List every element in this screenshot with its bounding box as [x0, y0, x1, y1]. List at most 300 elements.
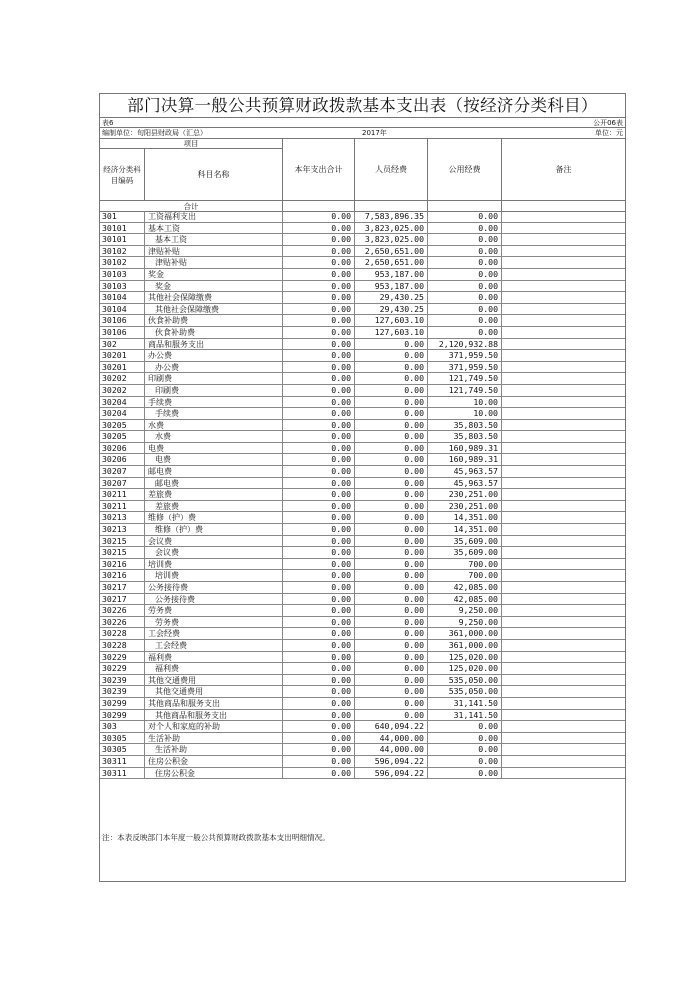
row-public: 160,989.31 [428, 443, 502, 455]
table-row [100, 721, 625, 733]
row-personnel: 0.00 [355, 663, 428, 675]
row-name: 会议费 [145, 547, 283, 559]
table-row [100, 234, 625, 246]
row-name: 水费 [145, 431, 283, 443]
row-code: 30201 [100, 350, 145, 362]
row-total: 0.00 [283, 512, 355, 524]
row-note [502, 512, 625, 524]
row-code: 30104 [100, 304, 145, 316]
row-name: 手续费 [145, 397, 283, 409]
row-code: 30226 [100, 605, 145, 617]
row-code: 30299 [100, 710, 145, 722]
row-public: 31,141.50 [428, 698, 502, 710]
row-public: 14,351.00 [428, 512, 502, 524]
table-row [100, 501, 625, 513]
table-row [100, 710, 625, 722]
row-code: 30104 [100, 292, 145, 304]
row-personnel: 640,094.22 [355, 721, 428, 733]
table-row [100, 733, 625, 745]
row-name: 基本工资 [145, 234, 283, 246]
row-public: 700.00 [428, 559, 502, 571]
row-personnel: 127,603.10 [355, 327, 428, 339]
row-name: 伙食补助费 [145, 327, 283, 339]
row-code: 30207 [100, 466, 145, 478]
row-name: 津贴补贴 [145, 246, 283, 258]
row-note [502, 385, 625, 397]
table-row [100, 281, 625, 293]
row-code: 30106 [100, 315, 145, 327]
row-public: 35,803.50 [428, 431, 502, 443]
table-row [100, 257, 625, 269]
table-row [100, 605, 625, 617]
row-name: 差旅费 [145, 501, 283, 513]
row-code: 303 [100, 721, 145, 733]
table-header [100, 138, 625, 211]
row-note [502, 628, 625, 640]
row-personnel: 44,000.00 [355, 744, 428, 756]
row-personnel: 127,603.10 [355, 315, 428, 327]
header-personnel: 人员经费 [355, 139, 428, 201]
table-row [100, 617, 625, 629]
row-code: 30305 [100, 744, 145, 756]
table-row [100, 512, 625, 524]
row-note [502, 269, 625, 281]
row-code: 30226 [100, 617, 145, 629]
row-total: 0.00 [283, 536, 355, 548]
row-total: 0.00 [283, 234, 355, 246]
row-public: 10.00 [428, 408, 502, 420]
row-name: 奖金 [145, 269, 283, 281]
row-name: 维修（护）费 [145, 512, 283, 524]
row-public: 230,251.00 [428, 489, 502, 501]
row-public: 0.00 [428, 721, 502, 733]
row-personnel: 0.00 [355, 698, 428, 710]
row-note [502, 652, 625, 664]
table-row [100, 524, 625, 536]
row-total: 0.00 [283, 223, 355, 235]
row-note [502, 408, 625, 420]
row-note [502, 570, 625, 582]
row-note [502, 466, 625, 478]
row-note [502, 315, 625, 327]
row-name: 水费 [145, 420, 283, 432]
table-row [100, 385, 625, 397]
table-row [100, 246, 625, 258]
row-public: 0.00 [428, 756, 502, 768]
table-row [100, 466, 625, 478]
row-note [502, 733, 625, 745]
row-public: 31,141.50 [428, 710, 502, 722]
year: 2017年 [362, 129, 387, 137]
row-note [502, 547, 625, 559]
row-code: 30228 [100, 640, 145, 652]
header-note: 备注 [502, 139, 625, 201]
row-personnel: 7,583,896.35 [355, 211, 428, 223]
row-public: 361,000.00 [428, 628, 502, 640]
row-total: 0.00 [283, 617, 355, 629]
row-name: 工资福利支出 [145, 211, 283, 223]
row-public: 0.00 [428, 733, 502, 745]
row-personnel: 29,430.25 [355, 304, 428, 316]
row-name: 差旅费 [145, 489, 283, 501]
row-name: 培训费 [145, 559, 283, 571]
row-note [502, 246, 625, 258]
row-name: 培训费 [145, 570, 283, 582]
row-total: 0.00 [283, 547, 355, 559]
table-row [100, 304, 625, 316]
row-personnel: 0.00 [355, 594, 428, 606]
currency-unit: 单位：元 [595, 129, 623, 137]
header-public: 公用经费 [428, 139, 502, 201]
table-row [100, 397, 625, 409]
table-row [100, 408, 625, 420]
table-number-row [100, 117, 625, 127]
row-name: 工会经费 [145, 640, 283, 652]
expenditure-table [99, 93, 626, 882]
row-public: 35,803.50 [428, 420, 502, 432]
row-total: 0.00 [283, 582, 355, 594]
header-total: 本年支出合计 [283, 139, 355, 201]
row-code: 30205 [100, 431, 145, 443]
row-code: 30213 [100, 512, 145, 524]
row-name: 电费 [145, 454, 283, 466]
row-code: 30229 [100, 652, 145, 664]
row-note [502, 744, 625, 756]
row-note [502, 257, 625, 269]
row-note [502, 420, 625, 432]
row-total: 0.00 [283, 385, 355, 397]
row-note [502, 362, 625, 374]
row-public: 0.00 [428, 223, 502, 235]
header-project: 项目 [100, 139, 283, 149]
row-total: 0.00 [283, 292, 355, 304]
row-public: 45,963.57 [428, 466, 502, 478]
row-note [502, 443, 625, 455]
row-code: 30217 [100, 594, 145, 606]
row-public: 535,050.00 [428, 675, 502, 687]
row-code: 30202 [100, 373, 145, 385]
row-personnel: 0.00 [355, 397, 428, 409]
row-code: 30101 [100, 234, 145, 246]
row-personnel: 0.00 [355, 617, 428, 629]
table-row [100, 269, 625, 281]
table-row [100, 431, 625, 443]
row-name: 生活补助 [145, 744, 283, 756]
table-row [100, 489, 625, 501]
header-sum: 合计 [100, 201, 283, 212]
row-public: 0.00 [428, 292, 502, 304]
row-code: 30211 [100, 501, 145, 513]
table-row [100, 443, 625, 455]
table-row [100, 756, 625, 768]
row-code: 30213 [100, 524, 145, 536]
table-row [100, 362, 625, 374]
row-name: 手续费 [145, 408, 283, 420]
row-name: 其他商品和服务支出 [145, 710, 283, 722]
row-personnel: 0.00 [355, 385, 428, 397]
row-code: 30103 [100, 269, 145, 281]
row-personnel: 0.00 [355, 675, 428, 687]
row-name: 邮电费 [145, 478, 283, 490]
row-name: 劳务费 [145, 605, 283, 617]
row-total: 0.00 [283, 501, 355, 513]
row-note [502, 454, 625, 466]
row-total: 0.00 [283, 489, 355, 501]
row-note [502, 675, 625, 687]
row-code: 30204 [100, 397, 145, 409]
table-number: 表6 [102, 119, 114, 127]
table-row [100, 744, 625, 756]
row-public: 9,250.00 [428, 605, 502, 617]
row-code: 30229 [100, 663, 145, 675]
unit-org: 编制单位：旬阳县财政局（汇总） [102, 129, 207, 137]
row-total: 0.00 [283, 362, 355, 374]
table-row [100, 327, 625, 339]
row-personnel: 44,000.00 [355, 733, 428, 745]
row-note [502, 211, 625, 223]
row-personnel: 0.00 [355, 536, 428, 548]
table-row [100, 675, 625, 687]
row-name: 其他社会保障缴费 [145, 304, 283, 316]
row-total: 0.00 [283, 304, 355, 316]
row-personnel: 0.00 [355, 373, 428, 385]
row-name: 生活补助 [145, 733, 283, 745]
row-personnel: 953,187.00 [355, 281, 428, 293]
row-public: 0.00 [428, 281, 502, 293]
row-total: 0.00 [283, 373, 355, 385]
row-code: 30103 [100, 281, 145, 293]
row-personnel: 596,094.22 [355, 756, 428, 768]
row-total: 0.00 [283, 350, 355, 362]
row-personnel: 0.00 [355, 559, 428, 571]
row-note [502, 292, 625, 304]
row-public: 125,020.00 [428, 652, 502, 664]
row-note [502, 501, 625, 513]
table-body [100, 211, 625, 779]
footnote: 注：本表反映部门本年度一般公共预算财政拨款基本支出明细情况。 [102, 833, 330, 842]
row-code: 30101 [100, 223, 145, 235]
row-note [502, 698, 625, 710]
row-personnel: 0.00 [355, 570, 428, 582]
row-code: 30206 [100, 443, 145, 455]
row-personnel: 29,430.25 [355, 292, 428, 304]
row-personnel: 0.00 [355, 686, 428, 698]
row-total: 0.00 [283, 605, 355, 617]
row-personnel: 2,650,651.00 [355, 246, 428, 258]
row-note [502, 536, 625, 548]
row-name: 其他交通费用 [145, 675, 283, 687]
row-name: 维修（护）费 [145, 524, 283, 536]
row-total: 0.00 [283, 756, 355, 768]
table-row [100, 420, 625, 432]
row-note [502, 640, 625, 652]
row-code: 30202 [100, 385, 145, 397]
row-total: 0.00 [283, 327, 355, 339]
row-note [502, 768, 625, 780]
row-note [502, 397, 625, 409]
row-name: 对个人和家庭的补助 [145, 721, 283, 733]
row-note [502, 559, 625, 571]
row-total: 0.00 [283, 594, 355, 606]
row-public: 230,251.00 [428, 501, 502, 513]
row-public: 45,963.57 [428, 478, 502, 490]
row-personnel: 2,650,651.00 [355, 257, 428, 269]
row-code: 302 [100, 339, 145, 351]
header-code: 经济分类科目编码 [100, 149, 145, 201]
row-name: 工会经费 [145, 628, 283, 640]
row-total: 0.00 [283, 408, 355, 420]
row-note [502, 663, 625, 675]
row-personnel: 0.00 [355, 350, 428, 362]
row-total: 0.00 [283, 686, 355, 698]
row-name: 公务接待费 [145, 594, 283, 606]
table-row [100, 454, 625, 466]
row-code: 30102 [100, 246, 145, 258]
row-name: 福利费 [145, 663, 283, 675]
table-row [100, 582, 625, 594]
row-note [502, 756, 625, 768]
row-note [502, 489, 625, 501]
table-row [100, 350, 625, 362]
row-name: 办公费 [145, 362, 283, 374]
form-code: 公开06表 [593, 119, 623, 127]
row-name: 基本工资 [145, 223, 283, 235]
row-name: 会议费 [145, 536, 283, 548]
row-name: 其他商品和服务支出 [145, 698, 283, 710]
row-note [502, 686, 625, 698]
row-name: 住房公积金 [145, 768, 283, 780]
row-public: 0.00 [428, 327, 502, 339]
row-code: 30299 [100, 698, 145, 710]
row-total: 0.00 [283, 397, 355, 409]
row-code: 301 [100, 211, 145, 223]
row-public: 160,989.31 [428, 454, 502, 466]
row-personnel: 953,187.00 [355, 269, 428, 281]
row-total: 0.00 [283, 628, 355, 640]
row-public: 35,609.00 [428, 536, 502, 548]
row-public: 0.00 [428, 315, 502, 327]
row-total: 0.00 [283, 524, 355, 536]
row-personnel: 0.00 [355, 443, 428, 455]
row-code: 30106 [100, 327, 145, 339]
row-personnel: 596,094.22 [355, 768, 428, 780]
header-name: 科目名称 [145, 149, 283, 201]
row-code: 30216 [100, 570, 145, 582]
row-note [502, 373, 625, 385]
table-row [100, 652, 625, 664]
row-total: 0.00 [283, 768, 355, 780]
row-personnel: 0.00 [355, 512, 428, 524]
row-total: 0.00 [283, 570, 355, 582]
row-name: 印刷费 [145, 373, 283, 385]
row-public: 0.00 [428, 304, 502, 316]
row-total: 0.00 [283, 710, 355, 722]
row-public: 2,120,932.88 [428, 339, 502, 351]
row-total: 0.00 [283, 675, 355, 687]
row-total: 0.00 [283, 652, 355, 664]
row-code: 30239 [100, 675, 145, 687]
table-row [100, 339, 625, 351]
table-row [100, 536, 625, 548]
row-code: 30205 [100, 420, 145, 432]
row-total: 0.00 [283, 733, 355, 745]
row-total: 0.00 [283, 443, 355, 455]
row-note [502, 594, 625, 606]
row-total: 0.00 [283, 698, 355, 710]
row-name: 电费 [145, 443, 283, 455]
row-public: 361,000.00 [428, 640, 502, 652]
row-name: 印刷费 [145, 385, 283, 397]
row-code: 30216 [100, 559, 145, 571]
row-code: 30305 [100, 733, 145, 745]
row-total: 0.00 [283, 721, 355, 733]
row-public: 10.00 [428, 397, 502, 409]
row-name: 办公费 [145, 350, 283, 362]
row-personnel: 0.00 [355, 489, 428, 501]
row-name: 住房公积金 [145, 756, 283, 768]
row-note [502, 327, 625, 339]
row-total: 0.00 [283, 559, 355, 571]
table-row [100, 547, 625, 559]
row-total: 0.00 [283, 420, 355, 432]
table-row [100, 768, 625, 780]
table-row [100, 211, 625, 223]
row-code: 30201 [100, 362, 145, 374]
row-public: 125,020.00 [428, 663, 502, 675]
row-note [502, 350, 625, 362]
row-code: 30311 [100, 768, 145, 780]
row-public: 535,050.00 [428, 686, 502, 698]
row-total: 0.00 [283, 246, 355, 258]
row-total: 0.00 [283, 315, 355, 327]
row-personnel: 0.00 [355, 420, 428, 432]
row-note [502, 617, 625, 629]
table-row [100, 373, 625, 385]
row-name: 奖金 [145, 281, 283, 293]
row-note [502, 605, 625, 617]
row-code: 30206 [100, 454, 145, 466]
row-personnel: 0.00 [355, 628, 428, 640]
row-public: 700.00 [428, 570, 502, 582]
row-note [502, 710, 625, 722]
table-row [100, 628, 625, 640]
table-row [100, 315, 625, 327]
row-name: 津贴补贴 [145, 257, 283, 269]
table-row [100, 559, 625, 571]
row-personnel: 0.00 [355, 408, 428, 420]
row-note [502, 223, 625, 235]
row-personnel: 0.00 [355, 478, 428, 490]
row-total: 0.00 [283, 663, 355, 675]
row-name: 公务接待费 [145, 582, 283, 594]
row-personnel: 3,823,025.00 [355, 223, 428, 235]
row-name: 福利费 [145, 652, 283, 664]
row-note [502, 234, 625, 246]
row-note [502, 582, 625, 594]
table-title: 部门决算一般公共预算财政拨款基本支出表（按经济分类科目） [127, 96, 598, 115]
row-name: 劳务费 [145, 617, 283, 629]
row-name: 邮电费 [145, 466, 283, 478]
row-name: 伙食补助费 [145, 315, 283, 327]
row-public: 121,749.50 [428, 385, 502, 397]
table-row [100, 640, 625, 652]
row-total: 0.00 [283, 211, 355, 223]
row-total: 0.00 [283, 339, 355, 351]
row-total: 0.00 [283, 454, 355, 466]
row-public: 0.00 [428, 744, 502, 756]
row-note [502, 339, 625, 351]
row-personnel: 0.00 [355, 362, 428, 374]
